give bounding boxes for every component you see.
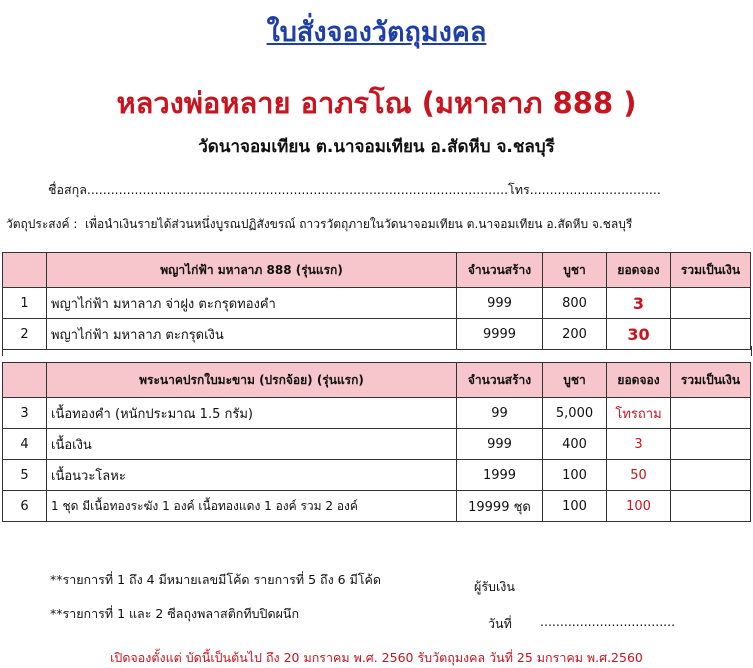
amulet-subtitle: หลวงพ่อหลาย อาภรโณ (มหาลาภ 888 ) <box>116 86 637 120</box>
purpose-text: เพื่อนำเงินรายได้ส่วนหนึ่งบูรณปฏิสังขรณ์ ถาวรวัตถุภายในวัดนาจอมเทียน ต.นาจอมเทียน อ.สัดหีบ จ.ชลบุรี <box>85 217 633 231</box>
booked-amount[interactable]: 50 <box>607 460 671 491</box>
quantity-made: 19999 ชุด <box>457 491 543 522</box>
header-cell: บูชา <box>543 363 607 398</box>
price: 100 <box>543 460 607 491</box>
header-cell: พระนาคปรกใบมะขาม (ปรกจ้อย) (รุ่นแรก) <box>47 363 457 398</box>
quantity-made: 999 <box>457 429 543 460</box>
receiver-label: ผู้รับเงิน <box>474 579 515 594</box>
quantity-made: 9999 <box>457 319 543 350</box>
price: 5,000 <box>543 398 607 429</box>
price: 800 <box>543 288 607 319</box>
item-name: เนื้อทองคำ (หนักประมาณ 1.5 กรัม) <box>47 398 457 429</box>
quantity-made: 1999 <box>457 460 543 491</box>
header-cell: ยอดจอง <box>607 363 671 398</box>
phone-field[interactable]: ................................. <box>529 182 661 197</box>
header-cell: ยอดจอง <box>607 253 671 288</box>
table-gap <box>2 346 752 356</box>
table-row <box>3 319 751 350</box>
purpose-label: วัตถุประสงค์ : <box>6 217 78 231</box>
row-number: 3 <box>3 398 47 429</box>
total-cell[interactable] <box>671 288 751 319</box>
quantity-made: 999 <box>457 288 543 319</box>
table-row <box>3 491 751 522</box>
table-row <box>3 398 751 429</box>
item-name: พญาไก่ฟ้า มหาลาภ จ่าฝูง ตะกรุดทองคำ <box>47 288 457 319</box>
header-cell <box>3 253 47 288</box>
header-cell: รวมเป็นเงิน <box>671 363 751 398</box>
header-cell: บูชา <box>543 253 607 288</box>
header-cell: จำนวนสร้าง <box>457 253 543 288</box>
item-name: 1 ชุด มีเนื้อทองระฆัง 1 องค์ เนื้อทองแดง 1 องค์ รวม 2 องค์ <box>47 491 457 522</box>
total-cell[interactable] <box>671 460 751 491</box>
item-name: พญาไก่ฟ้า มหาลาภ ตะกรุดเงิน <box>47 319 457 350</box>
footer-booking-period: เปิดจองตั้งแต่ บัดนี้เป็นต้นไป ถึง 20 มกราคม พ.ศ. 2560 รับวัตถุมงคล วันที่ 25 มกราคม พ.ศ.2560 <box>110 650 643 665</box>
purpose-row <box>6 215 632 234</box>
total-cell[interactable] <box>671 491 751 522</box>
price: 100 <box>543 491 607 522</box>
row-number: 1 <box>3 288 47 319</box>
header-cell <box>3 363 47 398</box>
total-cell[interactable] <box>671 398 751 429</box>
date-label: วันที่ <box>488 616 512 631</box>
order-table-2 <box>2 362 751 522</box>
booked-amount[interactable]: 3 <box>607 429 671 460</box>
total-cell[interactable] <box>671 429 751 460</box>
note-2: **รายการที่ 1 และ 2 ซีลถุงพลาสติกทีบปิดผนึก <box>50 606 300 621</box>
header-cell: รวมเป็นเงิน <box>671 253 751 288</box>
table-row <box>3 288 751 319</box>
item-name: เนื้อนวะโลหะ <box>47 460 457 491</box>
form-title: ใบสั่งจองวัตถุมงคล <box>266 17 487 48</box>
order-table-1 <box>2 252 751 350</box>
note-1: **รายการที่ 1 ถึง 4 มีหมายเลขมีโค้ด รายการที่ 5 ถึง 6 มีโค้ด <box>50 572 382 587</box>
row-number: 5 <box>3 460 47 491</box>
booked-amount[interactable]: 30 <box>607 319 671 350</box>
temple-address: วัดนาจอมเทียน ต.นาจอมเทียน อ.สัดหีบ จ.ชลบุรี <box>198 137 555 157</box>
table1-header <box>3 253 751 288</box>
booked-amount[interactable]: โทรถาม <box>607 398 671 429</box>
booked-amount[interactable]: 100 <box>607 491 671 522</box>
row-number: 6 <box>3 491 47 522</box>
header-cell: จำนวนสร้าง <box>457 363 543 398</box>
total-cell[interactable] <box>671 319 751 350</box>
item-name: เนื้อเงิน <box>47 429 457 460</box>
name-phone-row <box>48 180 661 200</box>
name-label: ชื่อสกุล <box>48 182 87 197</box>
row-number: 2 <box>3 319 47 350</box>
table-row <box>3 429 751 460</box>
quantity-made: 99 <box>457 398 543 429</box>
phone-label: โทร <box>508 182 530 197</box>
table2-header <box>3 363 751 398</box>
table-row <box>3 460 751 491</box>
booked-amount[interactable]: 3 <box>607 288 671 319</box>
date-field[interactable]: .................................. <box>540 614 676 629</box>
price: 200 <box>543 319 607 350</box>
header-cell: พญาไก่ฟ้า มหาลาภ 888 (รุ่นแรก) <box>47 253 457 288</box>
price: 400 <box>543 429 607 460</box>
name-field[interactable]: .......................................................................................................... <box>86 182 509 197</box>
row-number: 4 <box>3 429 47 460</box>
